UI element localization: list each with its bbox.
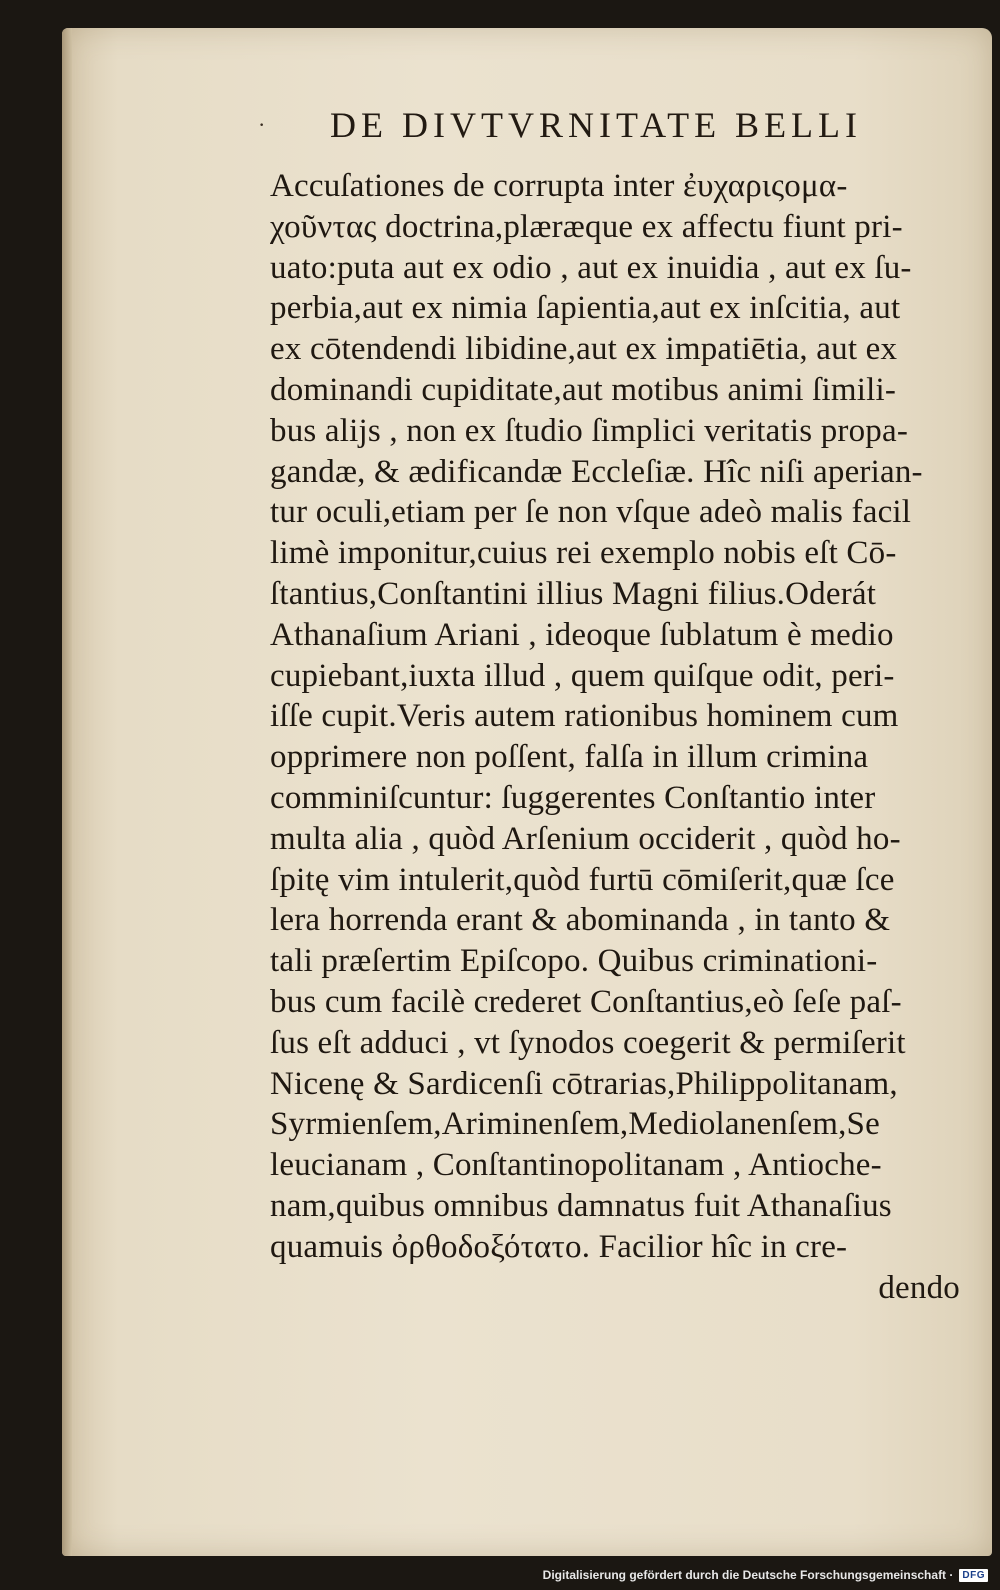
- text-block: [270, 166, 960, 1308]
- text-line: iſſe cupit.Veris autem rationibus hominem cum: [270, 698, 899, 735]
- digitization-credit: [543, 1566, 988, 1584]
- running-head: DE DIVTVRNITATE BELLI: [330, 105, 863, 145]
- text-line: Athanaſium Ariani , ideoque ſublatum è medio: [270, 616, 894, 653]
- catchword: dendo: [878, 1269, 960, 1306]
- text-line: dominandi cupiditate,aut motibus animi ſimili-: [270, 371, 897, 408]
- text-line: gandæ, & ædificandæ Eccleſiæ. Hîc niſi aperian-: [270, 453, 923, 490]
- text-line: tur oculi,etiam per ſe non vſque adeò malis facil: [270, 494, 912, 531]
- text-line: uato:puta aut ex odio , aut ex inuidia , aut ex ſu-: [270, 249, 912, 286]
- text-line: cupiebant,iuxta illud , quem quiſque odit, peri-: [270, 657, 895, 694]
- page-gutter: [62, 28, 72, 1556]
- text-line: ex cōtendendi libidine,aut ex impatiētia, aut ex: [270, 331, 898, 368]
- ornament-mark: ·: [258, 112, 266, 137]
- text-line: Accuſationes de corrupta inter ἐυχαριςομα-: [270, 168, 848, 204]
- text-line: limè imponitur,cuius rei exemplo nobis eſt Cō-: [270, 535, 897, 572]
- text-line: perbia,aut ex nimia ſapientia,aut ex inſcitia, aut: [270, 290, 901, 327]
- text-line: bus alijs , non ex ſtudio ſimplici veritatis propa-: [270, 412, 909, 449]
- text-line: ſtantius,Conſtantini illius Magni filius.Oderát: [270, 575, 877, 612]
- text-line: Syrmienſem,Ariminenſem,Mediolanenſem,Se: [270, 1106, 880, 1143]
- text-line: χοῦντας doctrina,plæræque ex affectu fiunt pri-: [270, 208, 903, 245]
- text-line: opprimere non poſſent, falſa in illum crimina: [270, 739, 869, 776]
- text-line: leucianam , Conſtantinopolitanam , Antioche-: [270, 1147, 882, 1184]
- text-line: lera horrenda erant & abominanda , in tanto &: [270, 902, 891, 939]
- text-line: comminiſcuntur: ſuggerentes Conſtantio inter: [270, 779, 876, 816]
- text-line: bus cum facilè crederet Conſtantius,eò ſeſe paſ-: [270, 983, 902, 1020]
- text-line: quamuis ὀρθοδοξότατο. Facilior hîc in cre-: [270, 1228, 848, 1265]
- text-line: ſus eſt adduci , vt ſynodos coegerit & permiſerit: [270, 1024, 906, 1061]
- text-line: multa alia , quòd Arſenium occiderit , quòd ho-: [270, 820, 901, 857]
- text-line: tali præſertim Epiſcopo. Quibus criminationi-: [270, 943, 878, 980]
- text-line: nam,quibus omnibus damnatus fuit Athanaſius: [270, 1187, 892, 1224]
- dfg-logo: DFG: [959, 1569, 988, 1582]
- text-line: ſpitę vim intulerit,quòd furtū cōmiſerit,quæ ſce: [270, 861, 895, 898]
- credit-text: Digitalisierung gefördert durch die Deutsche Forschungsgemeinschaft ·: [542, 1568, 954, 1582]
- text-line: Nicenę & Sardicenſi cōtrarias,Philippolitanam,: [270, 1065, 898, 1102]
